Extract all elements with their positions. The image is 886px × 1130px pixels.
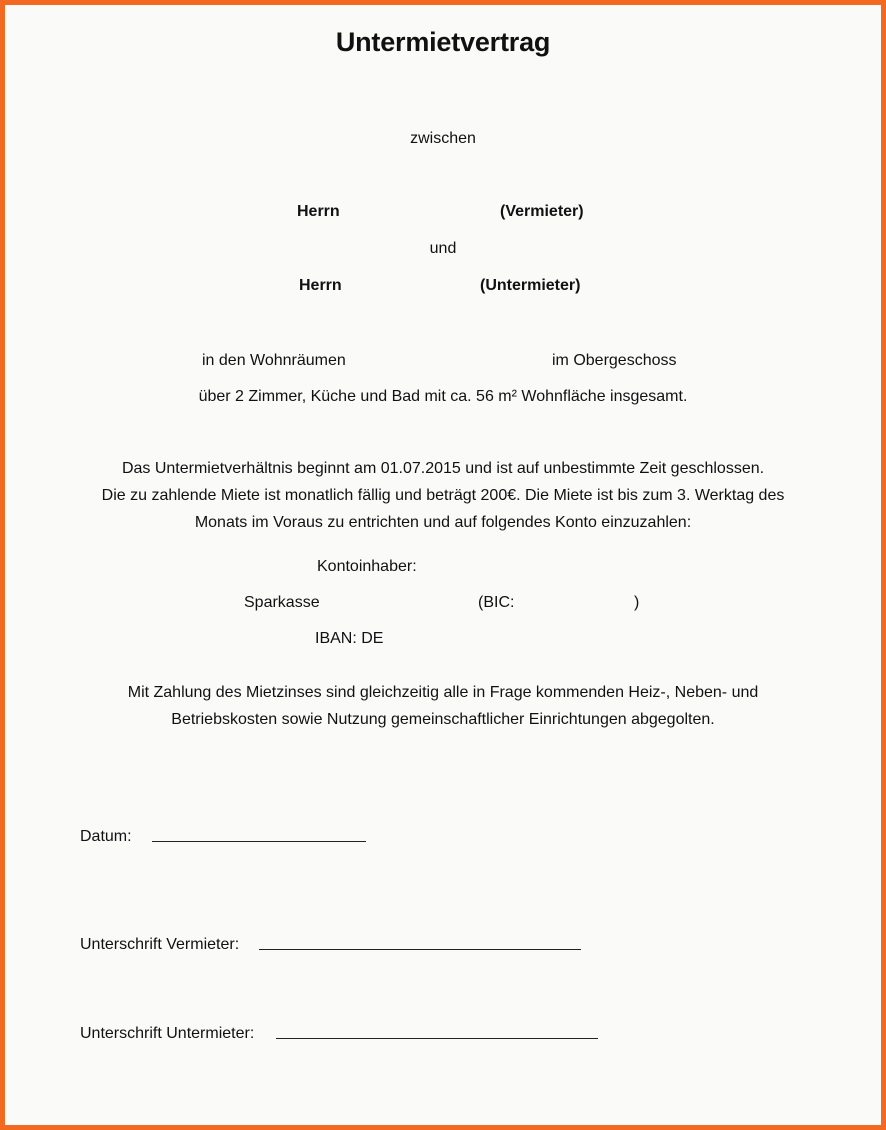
subtenant-signature-line bbox=[276, 1038, 598, 1039]
premises-right: im Obergeschoss bbox=[552, 352, 677, 369]
party2-salutation: Herrn bbox=[299, 277, 342, 294]
subtenant-signature-label: Unterschrift Untermieter: bbox=[80, 1025, 255, 1042]
premises-left: in den Wohnräumen bbox=[202, 352, 346, 369]
premises-description: über 2 Zimmer, Küche und Bad mit ca. 56 m² Wohnfläche insgesamt. bbox=[198, 388, 688, 405]
bic-label: (BIC: bbox=[478, 594, 515, 611]
account-holder-label: Kontoinhaber: bbox=[317, 558, 417, 575]
date-label: Datum: bbox=[80, 828, 132, 845]
costs-line-1: Mit Zahlung des Mietzinses sind gleichzeitig alle in Frage kommenden Heiz-, Neben- und bbox=[127, 684, 759, 701]
terms-line-3: Monats im Voraus zu entrichten und auf folgendes Konto einzuzahlen: bbox=[194, 514, 692, 531]
document-title: Untermietvertrag bbox=[335, 27, 551, 57]
bank-label: Sparkasse bbox=[244, 594, 320, 611]
intro-text: zwischen bbox=[410, 130, 476, 147]
landlord-signature-label: Unterschrift Vermieter: bbox=[80, 936, 240, 953]
party1-salutation: Herrn bbox=[297, 203, 340, 220]
terms-line-2: Die zu zahlende Miete ist monatlich fällig und beträgt 200€. Die Miete ist bis zum 3. Werktag des bbox=[101, 487, 785, 504]
terms-line-1: Das Untermietverhältnis beginnt am 01.07.2015 und ist auf unbestimmte Zeit geschlossen. bbox=[121, 460, 765, 477]
iban-label: IBAN: DE bbox=[315, 630, 384, 647]
connector-text: und bbox=[429, 240, 457, 257]
date-signature-line bbox=[152, 841, 366, 842]
bic-close: ) bbox=[634, 594, 640, 611]
party2-role: (Untermieter) bbox=[480, 277, 581, 294]
costs-line-2: Betriebskosten sowie Nutzung gemeinschaftlicher Einrichtungen abgegolten. bbox=[171, 711, 715, 728]
party1-role: (Vermieter) bbox=[500, 203, 584, 220]
landlord-signature-line bbox=[259, 949, 581, 950]
